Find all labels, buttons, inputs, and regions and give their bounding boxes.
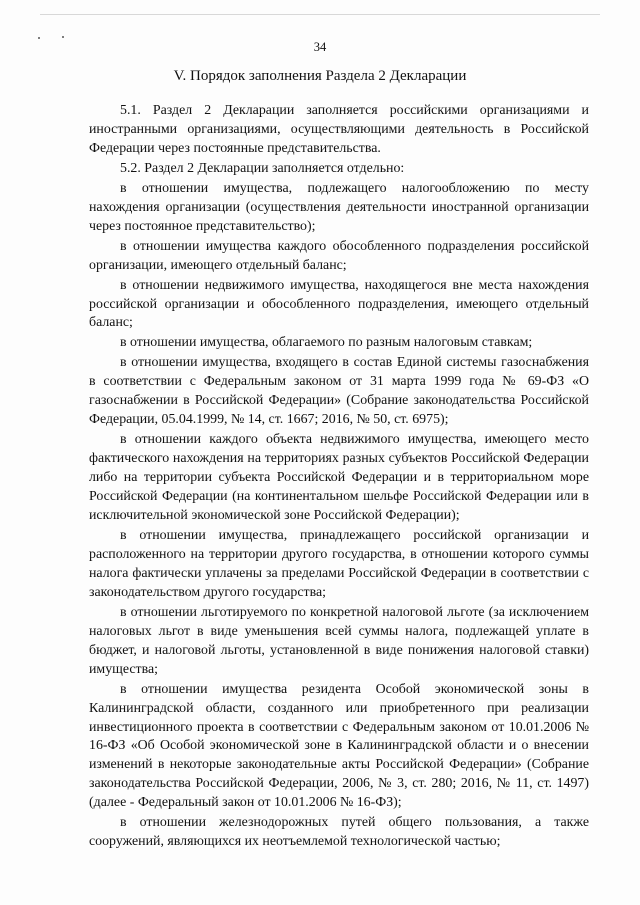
body-text xyxy=(89,102,589,852)
list-item: в отношении имущества резидента Особой экономической зоны в Калининградской области, созданного или приобретенного при реализации инвестиционного проекта в соответствии с Федеральным законом от 10.01.2006 № 16-ФЗ «Об Особой экономической зоне в Калининградской области и о внесении изменений в некоторые законодательные акты Российской Федерации» (Собрание законодательства Российской Федерации, 2006, № 3, ст. 280; 2016, № 11, ст. 1497) (далее - Федеральный закон от 10.01.2006 № 16-ФЗ); xyxy=(89,681,589,811)
scan-speck xyxy=(62,36,64,38)
list-item: в отношении имущества, принадлежащего российской организации и расположенного на территории другого государства, в отношении которого суммы налога фактически уплачены за пределами Российской Федерации в соответствии с законодательством другого государства; xyxy=(89,527,589,600)
scan-edge-line xyxy=(40,14,600,15)
section-title: V. Порядок заполнения Раздела 2 Декларации xyxy=(173,68,467,84)
page-number: 34 xyxy=(313,40,327,54)
list-item: в отношении имущества, подлежащего налогообложению по месту нахождения организации (осуществления деятельности иностранной организации через постоянное представительство); xyxy=(89,180,589,234)
scan-speck xyxy=(38,37,40,39)
list-item: в отношении каждого объекта недвижимого имущества, имеющего место фактического нахождения на территориях разных субъектов Российской Федерации либо на территории субъекта Российской Федерации и в территориальном море Российской Федерации (на континентальном шельфе Российской Федерации или в исключительной экономической зоне Российской Федерации); xyxy=(89,432,589,524)
paragraph-5-2: 5.2. Раздел 2 Декларации заполняется отдельно: xyxy=(120,160,405,176)
list-item: в отношении имущества, облагаемого по разным налоговым ставкам; xyxy=(120,335,533,351)
list-item: в отношении имущества каждого обособленного подразделения российской организации, имеющего отдельный баланс; xyxy=(89,238,589,273)
list-item: в отношении недвижимого имущества, находящегося вне места нахождения российской организации и обособленного подразделения, имеющего отдельный баланс; xyxy=(89,277,589,331)
list-item: в отношении льготируемого по конкретной налоговой льготе (за исключением налоговых льгот в виде уменьшения всей суммы налога, подлежащей уплате в бюджет, и налоговой льготы, установленной в виде понижения налоговой ставки) имущества; xyxy=(89,604,589,677)
list-item: в отношении железнодорожных путей общего пользования, а также сооружений, являющихся их неотъемлемой технологической частью; xyxy=(89,815,589,850)
paragraph-5-1: 5.1. Раздел 2 Декларации заполняется российскими организациями и иностранными организациями, осуществляющими деятельность в Российской Федерации через постоянные представительства. xyxy=(89,103,589,156)
list-item: в отношении имущества, входящего в состав Единой системы газоснабжения в соответствии с Федеральным законом от 31 марта 1999 года № 69-ФЗ «О газоснабжении в Российской Федерации» (Собрание законодательства Российской Федерации, 05.04.1999, № 14, ст. 1667; 2016, № 50, ст. 6975); xyxy=(89,355,589,428)
